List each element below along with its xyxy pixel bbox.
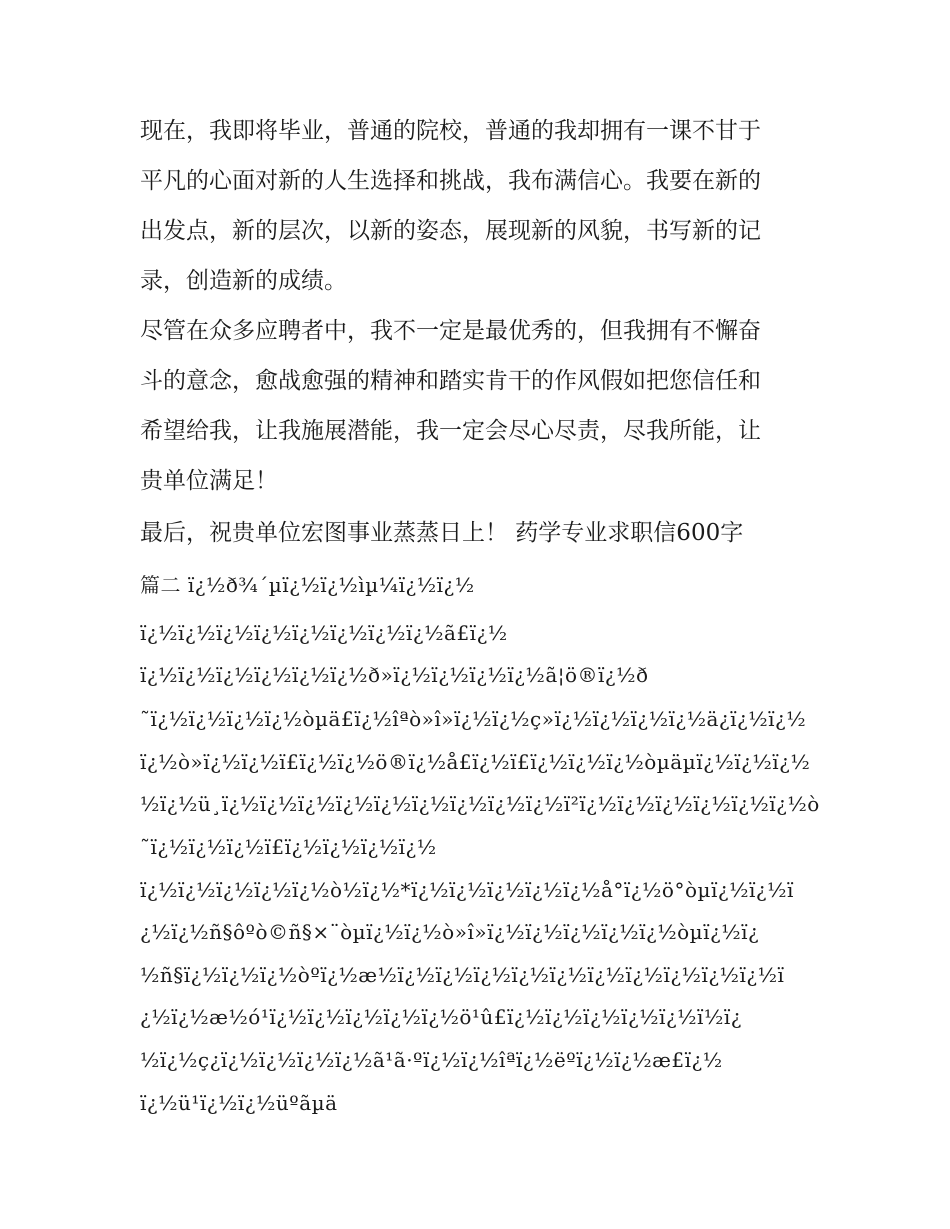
paragraph-line: 出发点，新的层次，以新的姿态，展现新的风貌，书写新的记 <box>140 218 761 244</box>
garbled-line: ï¿½ü¹ï¿½ï¿½üºãµä <box>140 1091 338 1115</box>
paragraph-line: 希望给我，让我施展潜能，我一定会尽心尽责，尽我所能，让 <box>140 418 761 444</box>
paragraph-line: 现在，我即将毕业，普通的院校，普通的我却拥有一课不甘于 <box>140 118 761 144</box>
garbled-line: ˜ï¿½ï¿½ï¿½ï£ï¿½ï¿½ï¿½ï¿½ <box>140 835 437 859</box>
garbled-line: ï¿½ï¿½ï¿½ï¿½ï¿½ò½ï¿½*ï¿½ï¿½ï¿½ï¿½ï¿½å°ï¿½ö°òµï¿½ï¿½ï <box>140 878 794 902</box>
paragraph-line: 录，创造新的成绩。 <box>140 268 347 294</box>
paragraph-line: 最后，祝贵单位宏图事业蒸蒸日上！ 药学专业求职信600字 <box>140 520 744 546</box>
paragraph-line: 平凡的心面对新的人生选择和挑战，我布满信心。我要在新的 <box>140 168 761 194</box>
paragraph-line: 斗的意念，愈战愈强的精神和踏实肯干的作风假如把您信任和 <box>140 368 761 394</box>
garbled-line: ï¿½ò»ï¿½ï¿½ï£ï¿½ï¿½ö®ï¿½å£ï¿½ï£ï¿½ï¿½ï¿½òµäµï¿½ï¿½ï¿½ <box>140 750 811 774</box>
paragraph-line: 尽管在众多应聘者中，我不一定是最优秀的，但我拥有不懈奋 <box>140 318 761 344</box>
garbled-line: ¿½ï¿½æ½ó¹ï¿½ï¿½ï¿½ï¿½ï¿½ö¹û£ï¿½ï¿½ï¿½ï¿½ï¿½ï½ï¿ <box>140 1005 742 1029</box>
garbled-line: ï¿½ï¿½ï¿½ï¿½ï¿½ï¿½ð»ï¿½ï¿½ï¿½ï¿½ã¦ö®ï¿½ð <box>140 663 649 687</box>
garbled-line: ˜ï¿½ï¿½ï¿½ï¿½òµä£ï¿½îªò»î»ï¿½ï¿½ç»ï¿½ï¿½ï¿½ï¿½ä¿ï¿½ï¿½ <box>140 707 807 731</box>
garbled-line: ï¿½ï¿½ï¿½ï¿½ï¿½ï¿½ï¿½ï¿½ã£ï¿½ <box>140 621 508 645</box>
garbled-line: ½ï¿½ü¸ï¿½ï¿½ï¿½ï¿½ï¿½ï¿½ï¿½ï¿½ï¿½ï²ï¿½ï¿½ï¿½ï¿½ï¿½ï¿½ò <box>140 792 820 816</box>
garbled-line: ¿½ï¿½ñ§ôºò©ñ§×¨òµï¿½ï¿½ò»î»ï¿½ï¿½ï¿½ï¿½ï¿½òµï¿½ï¿ <box>140 920 760 944</box>
garbled-line: ½ï¿½ç¿ï¿½ï¿½ï¿½ï¿½ã¹ã·ºï¿½ï¿½îªï¿½ëºï¿½ï¿½æ£ï¿½ <box>140 1048 723 1072</box>
paragraph-line: 贵单位满足！ <box>140 468 278 494</box>
garbled-line: 篇二 ï¿½ð¾´µï¿½ï¿½ìµ¼ï¿½ï¿½ <box>140 573 475 597</box>
garbled-line: ½ñ§ï¿½ï¿½ï¿½òºï¿½æ½ï¿½ï¿½ï¿½ï¿½ï¿½ï¿½ï¿½ï¿½ï¿½ï¿½ï <box>140 963 785 987</box>
